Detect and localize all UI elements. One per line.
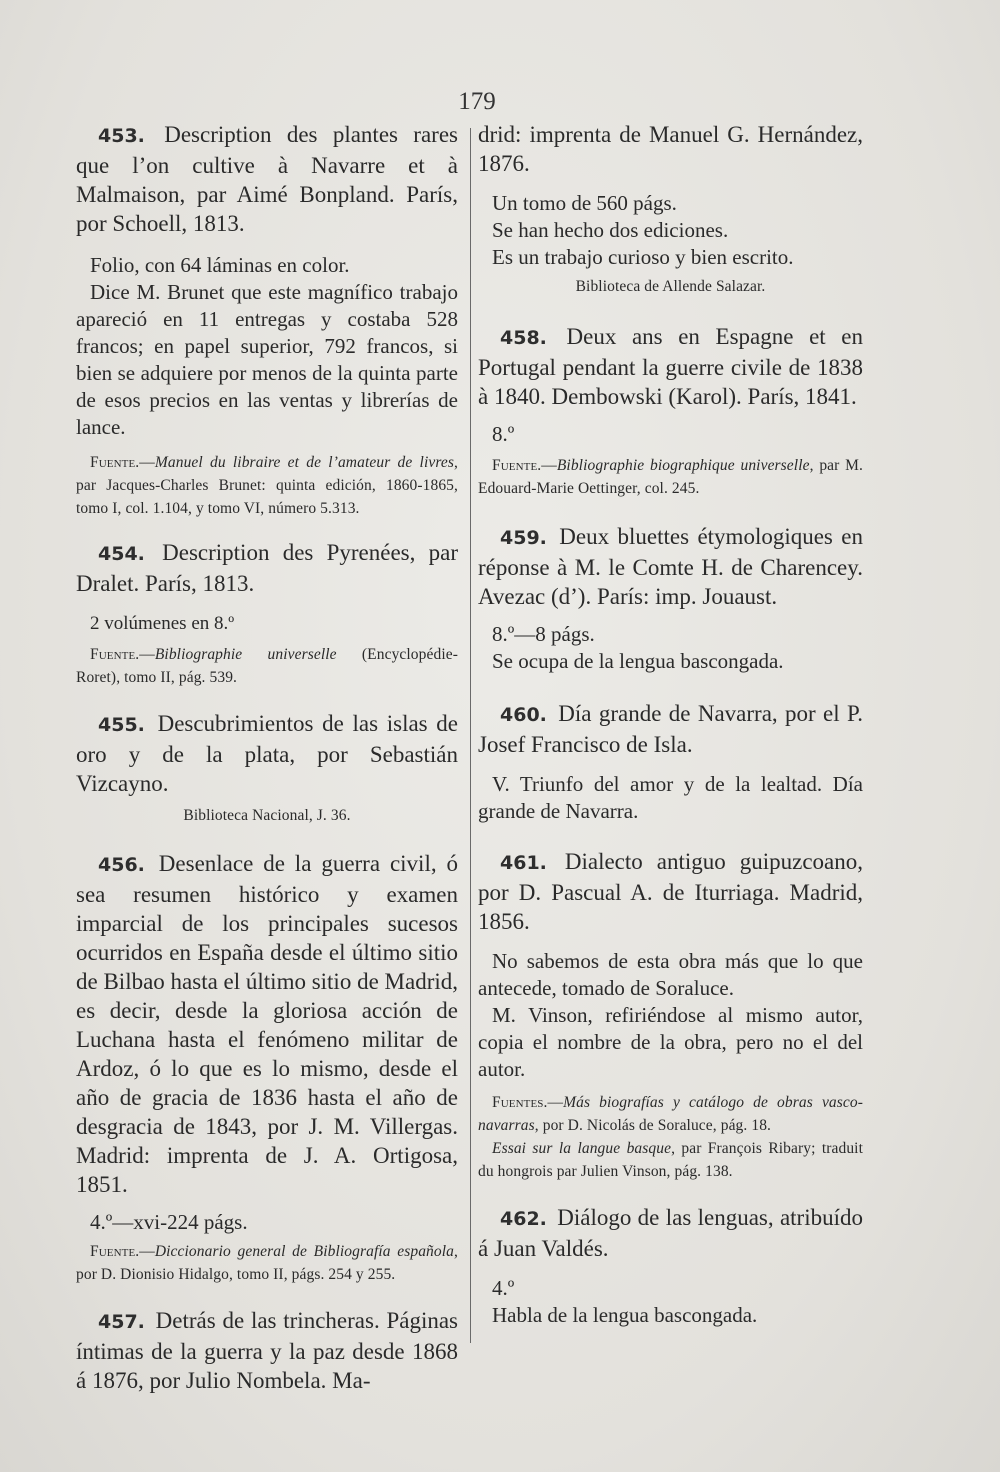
entry-title: Deux bluettes étymologiques en réponse à M. le Comte H. de Charencey. Avezac (d’). París: imp. Jouaust.: [478, 524, 863, 609]
source-label: Fuente.: [90, 646, 140, 663]
entry-heading: [478, 847, 863, 936]
right-column: [478, 120, 863, 1329]
entry-number: 458.: [500, 327, 547, 349]
entry-location: Biblioteca de Allende Salazar.: [575, 278, 766, 295]
entry-source: Fuente.—Manuel du libraire et de l’amateur de livres, par Jacques-Charles Brunet: quinta edición, 1860-1865, tomo I, col. 1.104, y tomo VI, número 5.313.: [76, 454, 458, 517]
entry-title: Día grande de Navarra, por el P. Josef Francisco de Isla.: [478, 701, 864, 757]
source-title: Diccionario general de Bibliografía española: [154, 1243, 455, 1260]
entry-source: Fuente.—Bibliographie universelle (Encyclopédie-Roret), tomo II, pág. 539.: [76, 646, 458, 686]
entry-note-line: Es un trabajo curioso y bien escrito.: [492, 245, 794, 269]
entry-number: 462.: [500, 1208, 547, 1230]
entry-source: Fuentes.—Más biografías y catálogo de obras vasco-navarras, por D. Nicolás de Soraluce, pág. 18.: [478, 1094, 863, 1134]
entry-459: [478, 522, 863, 675]
source-details: , por D. Dionisio Hidalgo, tomo II, págs. 254 y 255.: [76, 1243, 458, 1283]
entry-format: 8.º: [492, 422, 515, 446]
entry-note: V. Triunfo del amor y de la lealtad. Día grande de Navarra.: [478, 772, 863, 823]
source-title: Manuel du libraire et de l’amateur de livres: [154, 454, 455, 471]
entry-title: Dialecto antiguo guipuzcoano, por D. Pascual A. de Iturriaga. Madrid, 1856.: [478, 849, 863, 934]
entry-460: [478, 699, 863, 825]
entry-461: [478, 847, 863, 1183]
source-label: Fuentes.: [492, 1094, 548, 1111]
entry-457: [76, 1306, 458, 1395]
entry-462: [478, 1203, 863, 1329]
entry-title-continued: drid: imprenta de Manuel G. Hernández, 1876.: [478, 122, 863, 176]
entry-source: Fuente.—Bibliographie biographique universelle, par M. Edouard-Marie Oettinger, col. 245.: [478, 457, 864, 497]
entry-number: 457.: [98, 1311, 145, 1333]
entry-title: Desenlace de la guerra civil, ó sea resumen histórico y examen imparcial de los principales sucesos ocurridos en España desde el último sitio de Bilbao hasta el último sitio de Madrid, es decir, desde la gloriosa acción de Luchana hasta el fenómeno militar de Ardoz, ó lo que es lo mismo, desde el año de gracia de 1836 hasta el año de desgracia de 1843, por J. M. Villergas. Madrid: imprenta de J. A. Ortigosa, 1851.: [76, 851, 458, 1197]
entry-note: No sabemos de esta obra más que lo que antecede, tomado de Soraluce.: [478, 949, 863, 1000]
entry-number: 461.: [500, 852, 547, 874]
entry-note: Se ocupa de la lengua bascongada.: [492, 649, 784, 673]
entry-format: 2 volúmenes en 8.º: [90, 613, 235, 634]
entry-source-2: [478, 1137, 863, 1183]
entry-453: [76, 120, 458, 520]
source-title: Bibliographie universelle: [154, 646, 337, 663]
entry-heading: [76, 1306, 458, 1395]
entry-456: [76, 849, 458, 1286]
entry-format: 4.º: [492, 1276, 515, 1300]
column-divider: [470, 128, 471, 1343]
entry-heading: [478, 1203, 863, 1263]
entry-note-line: Un tomo de 560 págs.: [492, 191, 677, 215]
entry-number: 454.: [98, 543, 145, 565]
entry-format: 4.º—xvi-224 págs.: [90, 1210, 248, 1234]
entry-heading: [478, 522, 863, 611]
entry-title: Description des Pyrenées, par Dralet. París, 1813.: [76, 540, 458, 596]
entry-note-line: Se han hecho dos ediciones.: [492, 218, 729, 242]
entry-location: Biblioteca Nacional, J. 36.: [183, 807, 351, 824]
entry-heading: [76, 849, 458, 1199]
source-title: Más biografías y catálogo de obras vasco-navarras: [478, 1094, 863, 1134]
entry-heading: [478, 699, 863, 759]
source-label: Fuente.: [90, 454, 140, 471]
entry-heading: [76, 538, 458, 598]
entry-title: Detrás de las trincheras. Páginas íntimas de la guerra y la paz desde 1868 á 1876, por Julio Nombela. Ma-: [76, 1308, 459, 1393]
entry-number: 455.: [98, 714, 145, 736]
source-label: Fuente.: [492, 457, 542, 474]
entry-number: 453.: [98, 125, 145, 147]
entry-title: Description des plantes rares que l’on cultive à Navarre et à Malmaison, par Aimé Bonpland. París, por Schoell, 1813.: [76, 122, 458, 236]
source-details: , par M. Edouard-Marie Oettinger, col. 245.: [478, 457, 864, 497]
entry-format: Folio, con 64 láminas en color.: [90, 253, 350, 277]
entry-458: [478, 322, 863, 500]
entry-title: Diálogo de las lenguas, atribuído á Juan Valdés.: [478, 1205, 863, 1261]
source-details: , par François Ribary; traduit du hongrois par Julien Vinson, pág. 138.: [478, 1140, 863, 1180]
entry-heading: [76, 120, 458, 238]
source-title: Essai sur la langue basque: [492, 1140, 672, 1157]
entry-455: [76, 709, 458, 827]
source-title: Bibliographie biographique universelle: [556, 457, 810, 474]
page-number: 179: [458, 88, 496, 115]
source-details: , por D. Nicolás de Soraluce, pág. 18.: [534, 1117, 772, 1134]
entry-note: Dice M. Brunet que este magnífico trabajo apareció en 11 entregas y costaba 528 francos; en papel superior, 792 francos, si bien se adquiere por menos de la quinta parte de esos precios en las ventas y librerías de lance.: [76, 280, 458, 439]
source-details: , par Jacques-Charles Brunet: quinta edición, 1860-1865, tomo I, col. 1.104, y tomo VI, número 5.313.: [76, 454, 458, 517]
entry-source: Fuente.—Diccionario general de Bibliografía española, por D. Dionisio Hidalgo, tomo II, págs. 254 y 255.: [76, 1243, 458, 1283]
entry-title: Descubrimientos de las islas de oro y de la plata, por Sebastián Vizcayno.: [76, 711, 459, 796]
entry-number: 459.: [500, 527, 547, 549]
entry-note: Habla de la lengua bascongada.: [492, 1303, 758, 1327]
entry-457-continued: [478, 120, 863, 298]
source-details: (Encyclopédie-Roret), tomo II, pág. 539.: [76, 646, 458, 686]
left-column: [76, 120, 458, 1395]
entry-heading: [76, 709, 458, 798]
entry-format: 8.º—8 págs.: [492, 622, 595, 646]
entry-number: 460.: [500, 704, 547, 726]
entry-454: [76, 538, 458, 689]
entry-heading: [478, 322, 863, 411]
source-label: Fuente.: [90, 1243, 140, 1260]
entry-number: 456.: [98, 854, 145, 876]
entry-title: Deux ans en Espagne et en Portugal pendant la guerre civile de 1838 à 1840. Dembowski (Karol). París, 1841.: [478, 324, 863, 409]
entry-note: M. Vinson, refiriéndose al mismo autor, copia el nombre de la obra, pero no el del autor.: [478, 1003, 863, 1081]
